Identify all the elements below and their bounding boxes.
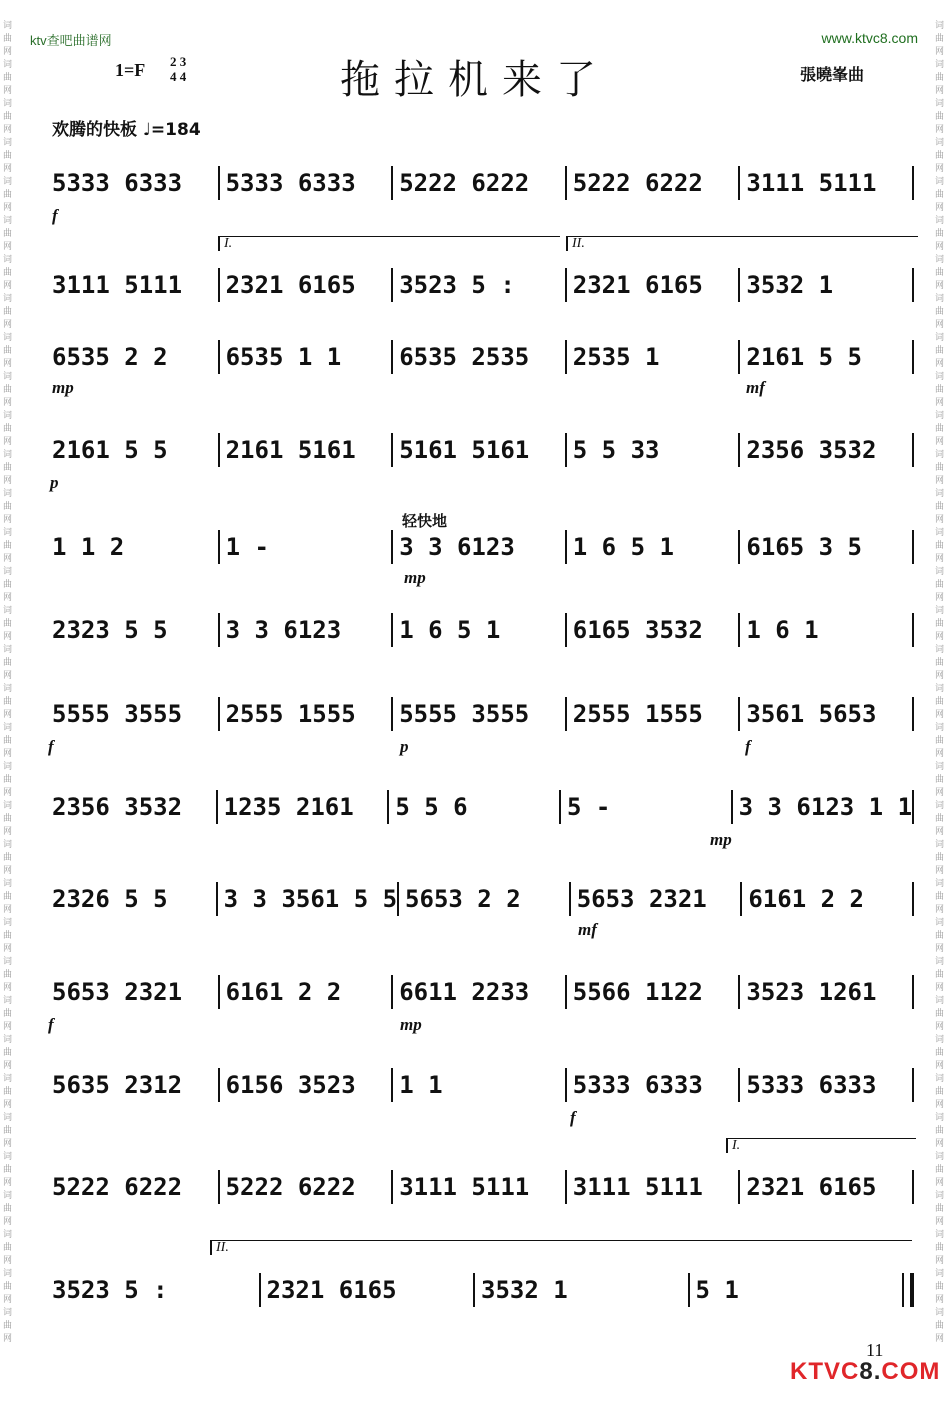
measure: 5333 6333 [565,1068,739,1102]
volta-second-2: II. [210,1240,912,1255]
measure: 6161 2 2 [218,975,392,1009]
barline [912,882,914,916]
key-signature: 1=F [115,60,146,80]
measure: 3111 5111 [391,1170,565,1204]
measure: 5222 6222 [218,1170,392,1204]
measure: 5222 6222 [391,166,565,200]
measure: 5653 2321 [569,882,741,916]
measure: 3523 5 : [391,268,565,302]
dynamic-marking: mp [52,378,74,397]
score-row-3 [46,340,914,374]
barline [912,530,914,564]
dynamic-marking: p [400,737,409,756]
measure: 2321 6165 [218,268,392,302]
measure: 3 3 3561 5 5 [216,882,397,916]
measure: 5635 2312 [52,1071,183,1099]
measure: 5 5 33 [565,433,739,467]
volta-first-1: I. [218,236,560,251]
measure: 3532 1 [473,1273,688,1307]
logo-part-2: 8. [859,1358,882,1385]
page-number: 11 [866,1340,884,1360]
measure: 2161 5161 [218,433,392,467]
measure: 3111 5111 [52,271,183,299]
barline [912,1170,914,1204]
score-row-9 [46,882,914,916]
measure: 1 6 5 1 [391,613,565,647]
score-row-12 [46,1170,914,1204]
measure: 5653 2 2 [397,882,569,916]
measure: 6611 2233 [391,975,565,1009]
measure: 5653 2321 [52,978,183,1006]
measure: 2161 5 5 [52,436,168,464]
measure: 6535 2535 [391,340,565,374]
measure: 5222 6222 [565,166,739,200]
measure: 2356 3532 [52,793,183,821]
score-row-13 [46,1273,914,1307]
measure: 3561 5653 [738,697,912,731]
measure: 6161 2 2 [740,882,912,916]
score-row-2 [46,268,914,302]
side-watermark-right: 词曲网词曲网词曲网词曲网词曲网词曲网词曲网词曲网词曲网词曲网词曲网词曲网词曲网词曲网词曲网词曲网词曲网词曲网词曲网词曲网词曲网词曲网词曲网词曲网词曲网词曲网词曲网词曲网词曲网词曲网词曲网词曲网词曲网词曲网 [935,21,945,1344]
watermark-top-left: ktv查吧曲谱网 [30,33,112,48]
side-watermark-left: 词曲网词曲网词曲网词曲网词曲网词曲网词曲网词曲网词曲网词曲网词曲网词曲网词曲网词曲网词曲网词曲网词曲网词曲网词曲网词曲网词曲网词曲网词曲网词曲网词曲网词曲网词曲网词曲网词曲网词曲网词曲网词曲网词曲网词曲网 [3,21,13,1344]
measure: 3532 1 [738,268,912,302]
dynamic-marking: f [52,206,58,225]
measure: 5555 3555 [391,697,565,731]
dynamic-marking: f [48,1015,54,1034]
barline [902,1273,914,1307]
dynamic-marking: mf [746,378,765,397]
measure: 2321 6165 [259,1273,474,1307]
time-signature-text: 2 3 4 4 [170,54,187,84]
measure: 3 3 6123 [391,530,565,564]
measure: 6165 3532 [565,613,739,647]
logo-part-3: COM [881,1358,941,1385]
measure: 5 5 6 [387,790,559,824]
cue-light-fast: 轻快地 [402,512,448,530]
dynamic-marking: f [570,1108,576,1127]
measure: 2356 3532 [738,433,912,467]
barline [912,433,914,467]
barline [912,613,914,647]
measure: 2535 1 [565,340,739,374]
barline [912,975,914,1009]
measure: 3523 1261 [738,975,912,1009]
dynamic-marking: f [48,737,54,756]
score-row-11 [46,1068,914,1102]
time-signature [170,54,210,84]
measure: 5555 3555 [52,700,183,728]
measure: 5333 6333 [738,1068,912,1102]
dynamic-marking: f [745,737,751,756]
volta-first-2: I. [726,1138,916,1153]
score-row-5 [46,530,914,564]
logo-part-1: KTVC [790,1358,860,1385]
measure: 6535 2 2 [52,343,168,371]
measure: 3111 5111 [565,1170,739,1204]
measure: 1 6 5 1 [565,530,739,564]
barline [912,166,914,200]
measure: 5 - [559,790,731,824]
measure: 6165 3 5 [738,530,912,564]
barline [912,1068,914,1102]
measure: 5161 5161 [391,433,565,467]
volta-second-1: II. [566,236,918,251]
song-title: 拖拉机来了 [340,57,610,103]
measure: 2161 5 5 [738,340,912,374]
tempo-marking: 欢腾的快板 ♩=184 [52,120,201,140]
score-row-7 [46,697,914,731]
measure: 5222 6222 [52,1173,183,1201]
dynamic-marking: mp [710,830,732,849]
measure: 5566 1122 [565,975,739,1009]
measure: 5 1 [688,1273,903,1307]
measure: 3111 5111 [738,166,912,200]
measure: 3 3 6123 1 1 [731,790,912,824]
measure: 2326 5 5 [52,885,168,913]
measure: 6535 1 1 [218,340,392,374]
measure: 2555 1555 [218,697,392,731]
measure: 2555 1555 [565,697,739,731]
measure: 1 - [218,530,392,564]
measure: 1 1 2 [52,533,125,561]
barline [912,268,914,302]
score-row-8 [46,790,914,824]
measure: 2321 6165 [565,268,739,302]
score-row-4 [46,433,914,467]
site-logo [790,1358,940,1386]
measure: 1235 2161 [216,790,388,824]
measure: 3523 5 : [52,1276,168,1304]
barline [912,697,914,731]
dynamic-marking: p [50,473,59,492]
measure: 5333 6333 [218,166,392,200]
measure: 1 1 [391,1068,565,1102]
score-row-10 [46,975,914,1009]
watermark-top-right: www.ktvc8.com [821,30,918,46]
dynamic-marking: mp [404,568,426,587]
measure: 3 3 6123 [218,613,392,647]
composer: 張曉峯曲 [800,65,865,84]
score-row-1 [46,166,914,200]
measure: 1 6 1 [738,613,912,647]
dynamic-marking: mp [400,1015,422,1034]
measure: 5333 6333 [52,169,183,197]
barline [912,340,914,374]
barline [912,790,914,824]
measure: 6156 3523 [218,1068,392,1102]
score-row-6 [46,613,914,647]
measure: 2323 5 5 [52,616,168,644]
measure: 2321 6165 [738,1170,912,1204]
dynamic-marking: mf [578,920,597,939]
